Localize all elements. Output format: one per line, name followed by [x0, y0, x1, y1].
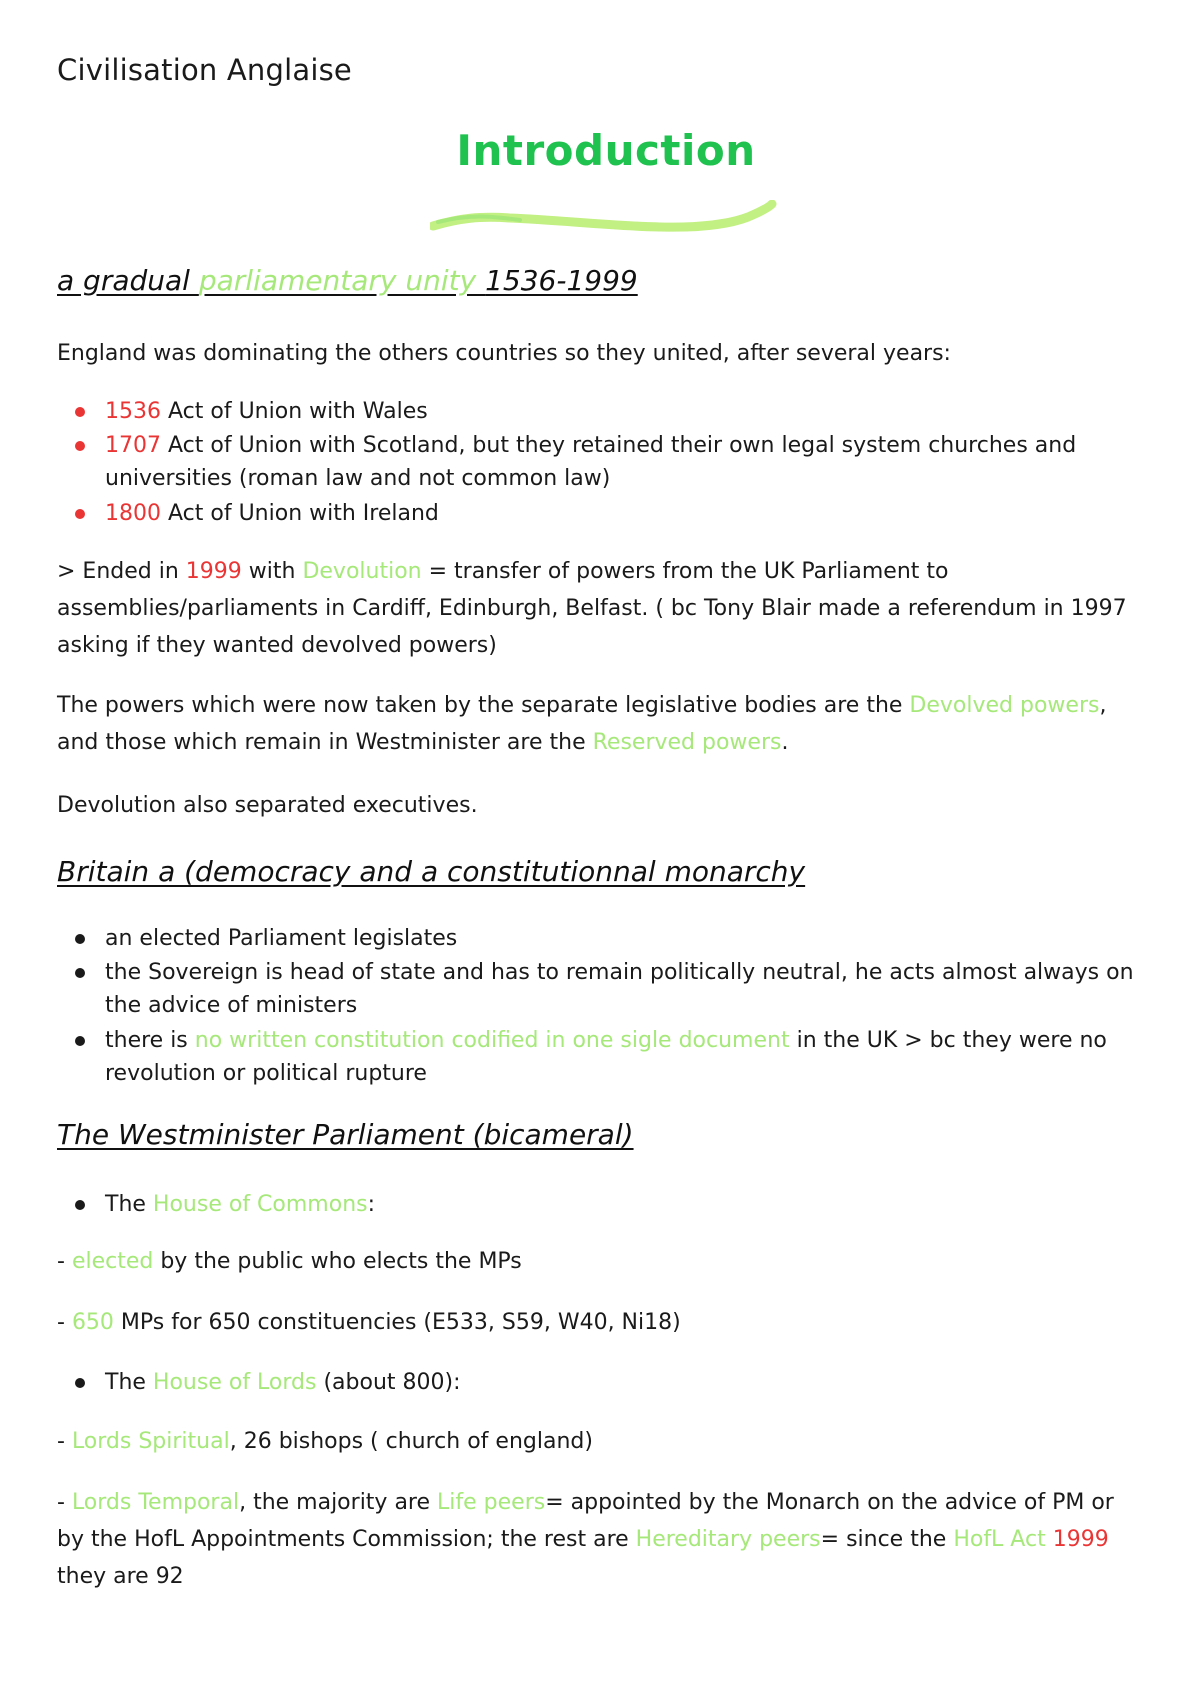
- section-heading-westminister: The Westminister Parliament (bicameral): [57, 1118, 634, 1151]
- section-heading-parliamentary-unity: a gradual parliamentary unity 1536-1999: [57, 264, 638, 297]
- list-item-elected-parliament: an elected Parliament legislates: [105, 922, 1155, 955]
- list-item-1536: 1536 Act of Union with Wales: [105, 395, 1155, 428]
- page-title: Introduction: [456, 126, 756, 175]
- paragraph-intro: England was dominating the others countries so they united, after several years:: [57, 341, 951, 366]
- paragraph-executives: Devolution also separated executives.: [57, 793, 478, 818]
- bullet-icon: [75, 1378, 85, 1388]
- bullet-icon: [75, 934, 85, 944]
- paragraph-devolution: > Ended in 1999 with Devolution = transfer of powers from the UK Parliament to assemblies/parliaments in Cardiff, Edinburgh, Belfast. ( bc Tony Blair made a referendum in 1997 asking if they wanted devolved powers): [57, 559, 1127, 658]
- document-label: Civilisation Anglaise: [57, 53, 352, 87]
- list-item-sovereign: the Sovereign is head of state and has to remain politically neutral, he acts almost always on the advice of ministers: [105, 956, 1155, 1022]
- line-elected: - elected by the public who elects the MPs: [57, 1249, 522, 1274]
- list-item-1800: 1800 Act of Union with Ireland: [105, 497, 1155, 530]
- list-item-1707: 1707 Act of Union with Scotland, but they retained their own legal system churches and universities (roman law and not common law): [105, 429, 1155, 495]
- bullet-icon: [75, 509, 85, 519]
- bullet-icon: [75, 968, 85, 978]
- bullet-icon: [75, 1200, 85, 1210]
- paragraph-lords-temporal: - Lords Temporal, the majority are Life peers= appointed by the Monarch on the advice of PM or by the HofL Appointments Commission; the rest are Hereditary peers= since the HofL Act 1999 they are 92: [57, 1490, 1114, 1589]
- list-item-house-of-commons: The House of Commons:: [105, 1188, 1155, 1221]
- bullet-icon: [75, 407, 85, 417]
- line-lords-spiritual: - Lords Spiritual, 26 bishops ( church of england): [57, 1429, 593, 1454]
- section-heading-democracy: Britain a (democracy and a constitutionnal monarchy: [57, 855, 806, 888]
- list-item-constitution: there is no written constitution codified in one sigle document in the UK > bc they were no revolution or political rupture: [105, 1024, 1155, 1090]
- bullet-icon: [75, 1036, 85, 1046]
- title-underline-swoosh: [430, 200, 790, 250]
- list-item-house-of-lords: The House of Lords (about 800):: [105, 1366, 1155, 1399]
- paragraph-powers: The powers which were now taken by the separate legislative bodies are the Devolved powers, and those which remain in Westminister are the Reserved powers.: [57, 693, 1107, 755]
- bullet-icon: [75, 441, 85, 451]
- line-650-mps: - 650 MPs for 650 constituencies (E533, S59, W40, Ni18): [57, 1310, 681, 1335]
